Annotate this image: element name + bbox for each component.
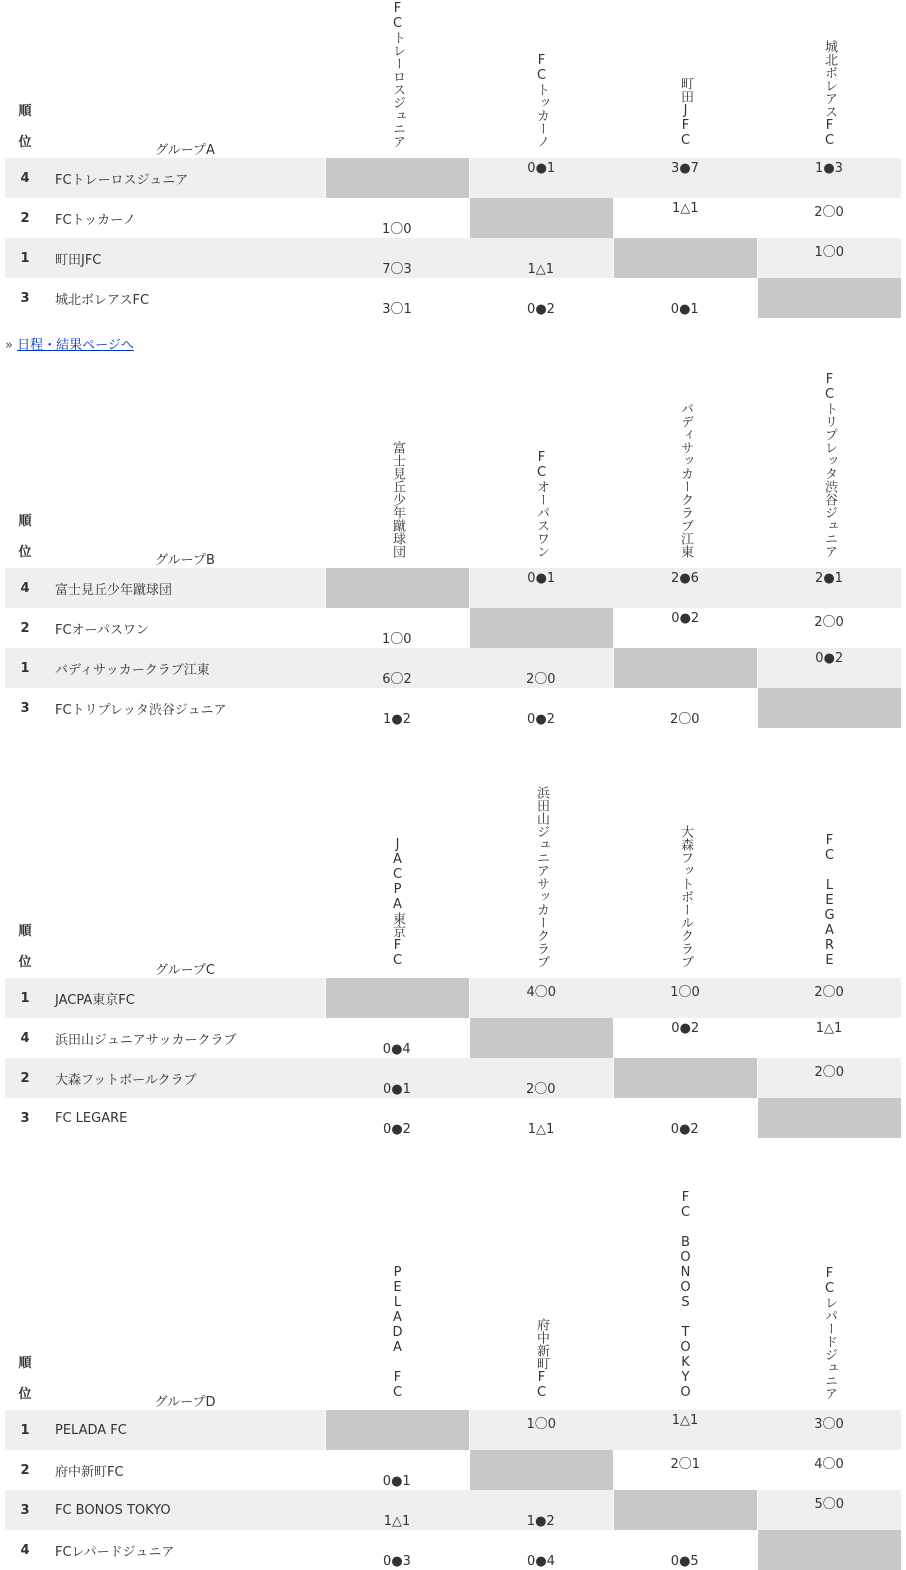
- rank-header-char: 位: [18, 955, 32, 970]
- match-result: [325, 1098, 469, 1138]
- score-text: 0●2: [671, 1021, 700, 1036]
- column-header: [757, 1190, 901, 1410]
- self-match-cell: [325, 158, 469, 198]
- schedule-link-line: [5, 334, 134, 353]
- match-result: [469, 1058, 613, 1098]
- score-text: 1△1: [383, 1514, 411, 1529]
- score-text: 1〇0: [526, 1417, 557, 1432]
- column-header: [469, 370, 613, 568]
- league-table: [5, 370, 902, 728]
- match-result: [325, 278, 469, 318]
- column-header: [613, 780, 757, 978]
- column-header: [757, 0, 901, 158]
- score-text: 2〇0: [814, 615, 844, 630]
- score-text: 7〇3: [382, 262, 412, 277]
- score-text: 1〇0: [381, 222, 412, 237]
- match-result: [613, 1450, 757, 1490]
- column-team-name: バディサッカークラブ江東: [678, 402, 693, 558]
- match-result: [613, 568, 757, 608]
- rank-header-char: 位: [18, 1387, 32, 1402]
- match-result: [613, 608, 757, 648]
- score-text: 1△1: [671, 201, 699, 216]
- league-table: [5, 780, 902, 1138]
- match-result: [613, 278, 757, 318]
- team-rank: 4: [5, 158, 45, 198]
- match-result: [469, 568, 613, 608]
- score-text: 0●2: [527, 302, 555, 317]
- match-result: [325, 1450, 469, 1490]
- team-name: 大森フットボールクラブ: [45, 1058, 325, 1098]
- match-result: [469, 1410, 613, 1450]
- column-header: [613, 370, 757, 568]
- score-text: 0●4: [527, 1554, 555, 1569]
- table-row: [5, 238, 901, 278]
- match-result: [469, 688, 613, 728]
- column-team-name: FCオーパスワン: [534, 450, 549, 558]
- match-result: [757, 1058, 901, 1098]
- team-rank: 4: [5, 568, 45, 608]
- score-text: 2●1: [815, 571, 843, 586]
- team-name: FC BONOS TOKYO: [45, 1490, 325, 1530]
- team-rank: 4: [20, 1542, 30, 1558]
- column-team-name: 府中新町FC: [534, 1318, 549, 1400]
- team-name: FCオーパスワン: [55, 622, 149, 638]
- table-row: [5, 1530, 901, 1570]
- column-header: [325, 370, 469, 568]
- match-result: [469, 1098, 613, 1138]
- match-result: [325, 648, 469, 688]
- rank-header: [5, 1190, 45, 1410]
- team-rank: 1: [5, 238, 45, 278]
- score-text: 0●4: [382, 1042, 411, 1057]
- score-text: 0●2: [383, 1122, 411, 1137]
- rank-header-char: 位: [18, 135, 32, 150]
- self-match-cell: [757, 1098, 901, 1138]
- team-name: PELADA FC: [45, 1410, 325, 1450]
- team-rank: 2: [20, 210, 30, 226]
- match-result: [757, 238, 901, 278]
- rank-header: [5, 370, 45, 568]
- score-text: 1△1: [671, 1413, 699, 1428]
- self-match-cell: [469, 1450, 613, 1490]
- score-text: 0●5: [670, 1554, 699, 1569]
- self-match-cell: [613, 1058, 757, 1098]
- score-text: 1〇0: [814, 245, 845, 260]
- column-team-name: PELADA FC: [390, 1265, 405, 1400]
- match-result: [325, 608, 469, 648]
- self-match-cell: [613, 238, 757, 278]
- match-result: [325, 1058, 469, 1098]
- column-team-name: FC LEGARE: [822, 833, 837, 968]
- rank-header-char: 位: [18, 545, 32, 560]
- match-result: [613, 1530, 757, 1570]
- self-match-cell: [469, 608, 613, 648]
- table-row: [5, 1450, 901, 1490]
- score-text: 1●2: [383, 712, 411, 727]
- team-rank: 1: [5, 648, 45, 688]
- table-row: [5, 978, 901, 1018]
- self-match-cell: [325, 1410, 469, 1450]
- table-row: [5, 158, 901, 198]
- table-row: [5, 608, 901, 648]
- self-match-cell: [469, 198, 613, 238]
- match-result: [613, 688, 757, 728]
- table-row: [5, 278, 901, 318]
- table-row: [5, 648, 901, 688]
- match-result: [757, 1410, 901, 1450]
- match-result: [613, 1410, 757, 1450]
- team-rank: 2: [20, 620, 30, 636]
- column-header: [469, 780, 613, 978]
- column-team-name: JACPA東京FC: [390, 837, 405, 968]
- column-team-name: FCトレーロスジュニア: [390, 1, 405, 148]
- self-match-cell: [757, 278, 901, 318]
- team-rank: 1: [5, 978, 45, 1018]
- self-match-cell: [325, 978, 469, 1018]
- score-text: 0●1: [670, 302, 699, 317]
- match-result: [757, 198, 901, 238]
- match-result: [325, 238, 469, 278]
- score-text: 0●1: [527, 161, 556, 176]
- match-result: [613, 1098, 757, 1138]
- team-rank: 3: [20, 700, 30, 716]
- self-match-cell: [757, 688, 901, 728]
- match-result: [757, 608, 901, 648]
- table-row: [5, 1098, 901, 1138]
- team-rank: 4: [20, 1030, 30, 1046]
- team-name: FCトレーロスジュニア: [45, 158, 325, 198]
- column-team-name: 町田JFC: [678, 77, 693, 148]
- team-name: FCレパードジュニア: [55, 1544, 175, 1560]
- score-text: 0●1: [527, 571, 556, 586]
- match-result: [757, 1018, 901, 1058]
- column-header: [613, 0, 757, 158]
- self-match-cell: [469, 1018, 613, 1058]
- group-title: グループC: [154, 963, 216, 978]
- link-prefix: »: [5, 338, 13, 353]
- column-header: [757, 780, 901, 978]
- group-title: グループA: [155, 143, 215, 158]
- score-text: 2〇0: [814, 985, 844, 1000]
- team-name: FC LEGARE: [55, 1110, 128, 1126]
- team-name: JACPA東京FC: [45, 978, 325, 1018]
- column-header: [469, 1190, 613, 1410]
- team-name: 富士見丘少年蹴球団: [45, 568, 325, 608]
- match-result: [469, 238, 613, 278]
- team-rank: 3: [20, 290, 30, 306]
- column-header: [325, 0, 469, 158]
- team-name: バディサッカークラブ江東: [45, 648, 325, 688]
- match-result: [325, 198, 469, 238]
- team-name: 浜田山ジュニアサッカークラブ: [55, 1032, 237, 1048]
- table-row: [5, 198, 901, 238]
- match-result: [469, 978, 613, 1018]
- match-result: [757, 568, 901, 608]
- score-text: 3〇1: [382, 302, 412, 317]
- match-result: [325, 1530, 469, 1570]
- column-team-name: 浜田山ジュニアサッカークラブ: [534, 786, 549, 968]
- match-result: [325, 1490, 469, 1530]
- rank-header-char: 順: [18, 1356, 32, 1371]
- column-header: [757, 370, 901, 568]
- score-text: 3●7: [671, 161, 699, 176]
- team-name: FCトリプレッタ渋谷ジュニア: [55, 702, 227, 718]
- match-result: [469, 648, 613, 688]
- score-text: 5〇0: [814, 1497, 845, 1512]
- score-text: 1〇0: [670, 985, 700, 1000]
- match-result: [613, 978, 757, 1018]
- score-text: 0●2: [670, 1122, 699, 1137]
- score-text: 2〇0: [525, 672, 556, 687]
- column-team-name: 城北ボレアスFC: [822, 40, 837, 148]
- score-text: 6〇2: [382, 672, 412, 687]
- self-match-cell: [757, 1530, 901, 1570]
- table-row: [5, 1490, 901, 1530]
- column-header: [325, 1190, 469, 1410]
- match-result: [757, 978, 901, 1018]
- column-team-name: FCレパードジュニア: [822, 1266, 837, 1400]
- schedule-results-link[interactable]: 日程・結果ページへ: [17, 338, 134, 353]
- rank-header: [5, 780, 45, 978]
- self-match-cell: [325, 568, 469, 608]
- score-text: 2〇0: [669, 712, 700, 727]
- column-team-name: 大森フットボールクラブ: [678, 825, 693, 968]
- score-text: 1●3: [815, 161, 843, 176]
- column-team-name: FCトリプレッタ渋谷ジュニア: [822, 372, 837, 558]
- column-team-name: 富士見丘少年蹴球団: [390, 441, 405, 558]
- table-row: [5, 1410, 901, 1450]
- score-text: 3〇0: [814, 1417, 844, 1432]
- self-match-cell: [613, 1490, 757, 1530]
- team-name: FCトッカーノ: [55, 212, 136, 228]
- group-title: グループD: [154, 1395, 216, 1410]
- match-result: [613, 158, 757, 198]
- team-name: 府中新町FC: [55, 1464, 124, 1480]
- table-row: [5, 1058, 901, 1098]
- match-result: [757, 158, 901, 198]
- score-text: 2〇0: [525, 1082, 556, 1097]
- table-row: [5, 688, 901, 728]
- match-result: [325, 1018, 469, 1058]
- rank-header-char: 順: [18, 924, 32, 939]
- match-result: [469, 1490, 613, 1530]
- group-title: グループB: [155, 553, 215, 568]
- column-header: [613, 1190, 757, 1410]
- league-table: [5, 0, 902, 318]
- league-table: [5, 1190, 902, 1570]
- column-header: [325, 780, 469, 978]
- score-text: 4〇0: [526, 985, 557, 1000]
- score-text: 4〇0: [814, 1457, 844, 1472]
- score-text: 0●1: [382, 1474, 411, 1489]
- team-rank: 1: [5, 1410, 45, 1450]
- column-team-name: FCトッカーノ: [534, 53, 549, 148]
- match-result: [757, 1490, 901, 1530]
- score-text: 2〇1: [670, 1457, 701, 1472]
- score-text: 1●2: [526, 1514, 555, 1529]
- team-rank: 3: [20, 1110, 30, 1126]
- self-match-cell: [613, 648, 757, 688]
- match-result: [325, 688, 469, 728]
- score-text: 1〇0: [381, 632, 412, 647]
- score-text: 2〇0: [814, 205, 844, 220]
- team-name: 町田JFC: [45, 238, 325, 278]
- score-text: 1△1: [527, 262, 555, 277]
- score-text: 1△1: [527, 1122, 555, 1137]
- score-text: 0●3: [383, 1554, 411, 1569]
- rank-header-char: 順: [18, 514, 32, 529]
- score-text: 2●6: [671, 571, 699, 586]
- team-rank: 2: [5, 1058, 45, 1098]
- column-team-name: FC BONOS TOKYO: [678, 1190, 693, 1400]
- match-result: [613, 198, 757, 238]
- team-rank: 3: [5, 1490, 45, 1530]
- rank-header-char: 順: [18, 104, 32, 119]
- team-name: 城北ボレアスFC: [55, 292, 150, 308]
- score-text: 0●2: [671, 611, 700, 626]
- score-text: 0●2: [815, 651, 844, 666]
- score-text: 0●2: [527, 712, 555, 727]
- match-result: [757, 648, 901, 688]
- rank-header: [5, 0, 45, 158]
- match-result: [469, 278, 613, 318]
- score-text: 1△1: [815, 1021, 843, 1036]
- match-result: [757, 1450, 901, 1490]
- team-rank: 2: [20, 1462, 30, 1478]
- score-text: 0●1: [383, 1082, 411, 1097]
- match-result: [469, 158, 613, 198]
- match-result: [613, 1018, 757, 1058]
- column-header: [469, 0, 613, 158]
- match-result: [469, 1530, 613, 1570]
- table-row: [5, 1018, 901, 1058]
- score-text: 2〇0: [814, 1065, 845, 1080]
- table-row: [5, 568, 901, 608]
